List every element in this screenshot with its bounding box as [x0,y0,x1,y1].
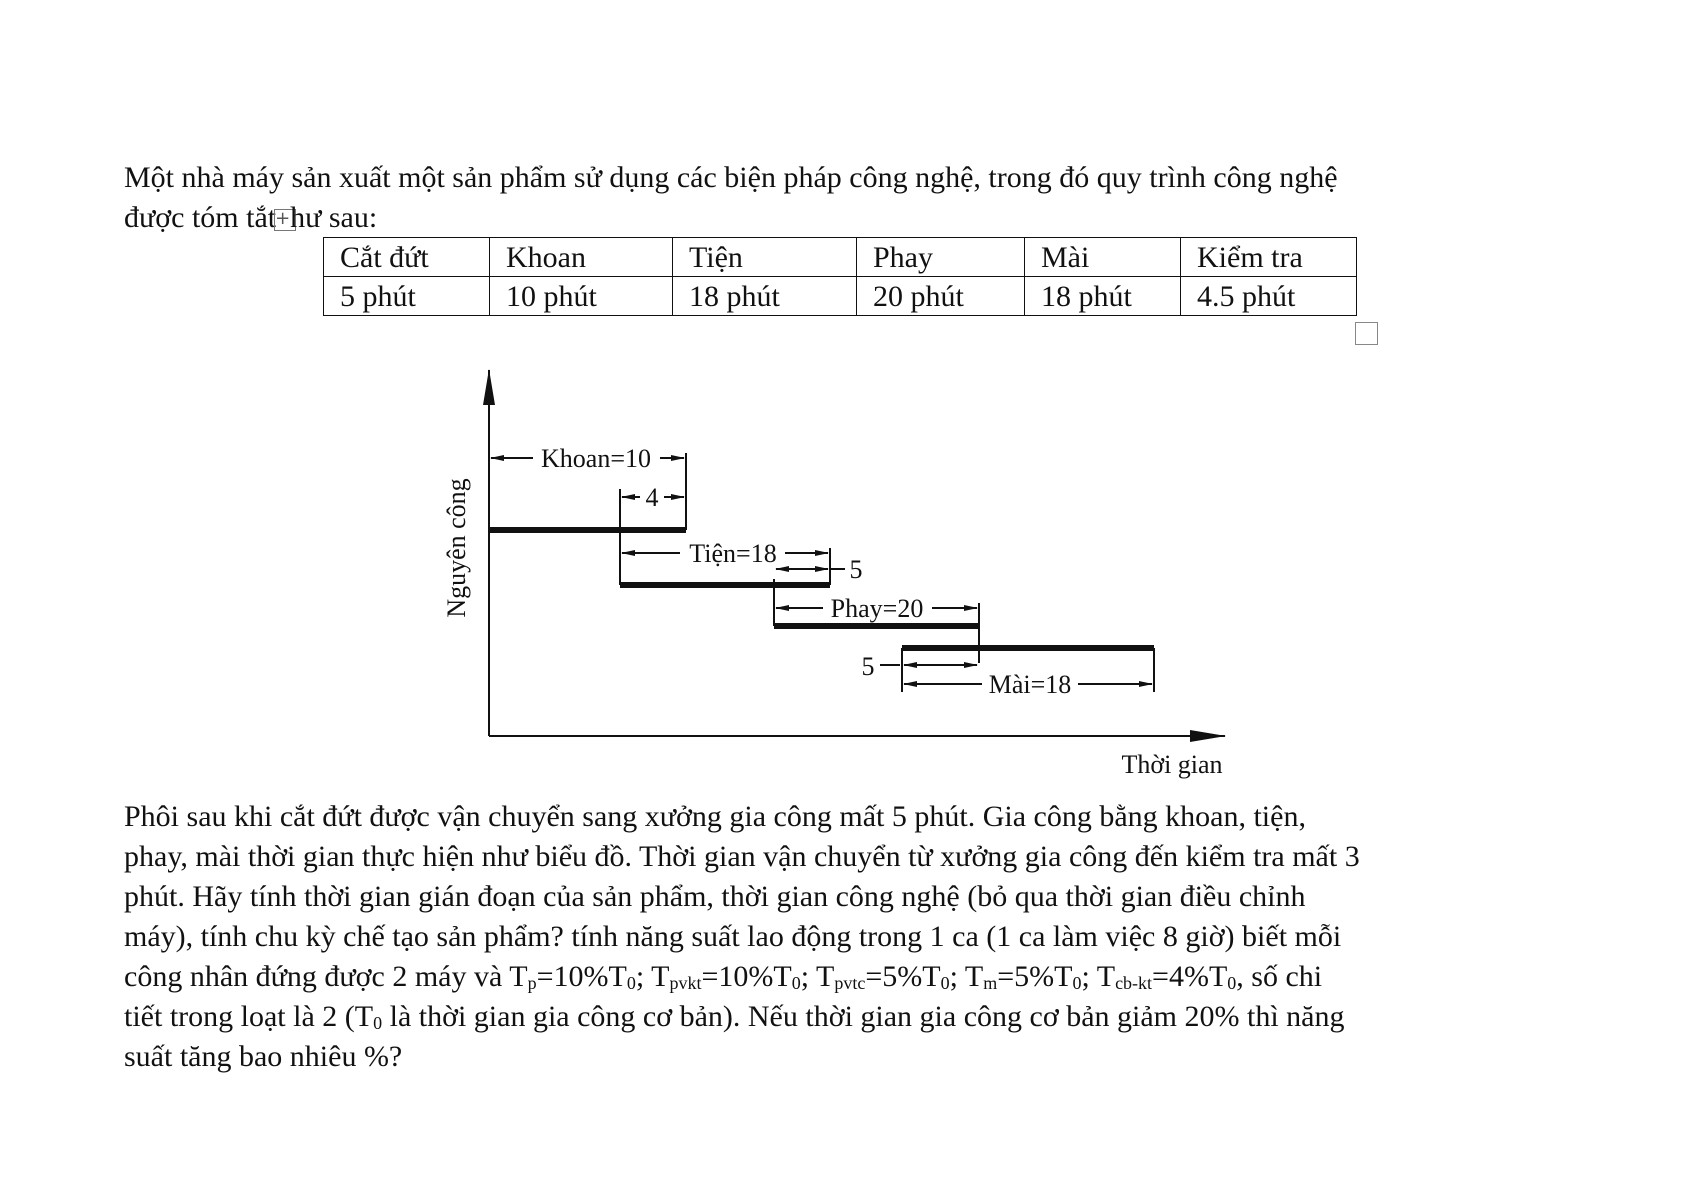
table-cell: 5 phút [324,277,490,316]
subscript: cb-kt [1115,973,1153,993]
table-cell: Khoan [490,238,673,277]
label-tien: Tiện=18 [689,539,777,568]
table-cell: 18 phút [1025,277,1181,316]
table-cell: Mài [1025,238,1181,277]
subscript: 0 [626,973,636,993]
extension-lines [620,453,1154,692]
text-run: tiết trong loạt là 2 (T [124,1000,374,1033]
subscript: pvkt [669,973,702,993]
question-line: Phôi sau khi cắt đứt được vận chuyển sang xưởng gia công mất 5 phút. Gia công bằng khoan, tiện, [124,800,1306,833]
subscript: m [983,973,998,993]
subscript: 0 [1227,973,1237,993]
label-mai-overlap: 5 [861,652,875,681]
question-line: phay, mài thời gian thực hiện như biểu đồ. Thời gian vận chuyển từ xưởng gia công đến kiểm tra mất 3 [124,840,1360,873]
y-axis-label: Nguyên công [442,478,471,618]
text-run: ; T [800,960,835,993]
intro-line-2a: được tóm tắt [124,201,277,234]
text-run: , số chi [1236,960,1323,993]
question-line: máy), tính chu kỳ chế tạo sản phẩm? tính năng suất lao động trong 1 ca (1 ca làm việc 8 giờ) biết mỗi [124,920,1342,953]
table-cell: Cắt đứt [324,238,490,277]
text-run: =10%T [701,960,792,993]
label-tien-overlap: 5 [849,555,863,584]
table-cell: 4.5 phút [1181,277,1357,316]
text-run: =10%T [536,960,627,993]
table-cell: Kiểm tra [1181,238,1357,277]
label-mai: Mài=18 [988,670,1072,699]
text-run: là thời gian gia công cơ bản). Nếu thời gian gia công cơ bản giảm 20% thì năng [382,1000,1345,1033]
intro-line-2b: hư sau: [290,201,378,234]
table-cell: 18 phút [673,277,857,316]
table-cell: Tiện [673,238,857,277]
text-run: công nhân đứng được 2 máy và T [124,960,528,993]
intro-line-1: Một nhà máy sản xuất một sản phẩm sử dụng các biện pháp công nghệ, trong đó quy trình công nghệ [124,161,1338,194]
question-line-6 [124,1000,1344,1033]
x-axis-label: Thời gian [1121,750,1223,779]
question-line-5 [124,960,1322,993]
text-run: =4%T [1152,960,1228,993]
text-run: =5%T [997,960,1073,993]
subscript: 0 [940,973,950,993]
question-line: phút. Hãy tính thời gian gián đoạn của sản phẩm, thời gian công nghệ (bỏ qua thời gian điều chỉnh [124,880,1306,913]
subscript: p [527,973,537,993]
subscript: 0 [791,973,801,993]
label-khoan-overlap: 4 [645,483,659,512]
label-khoan: Khoan=10 [541,444,651,473]
question-line: suất tăng bao nhiêu %? [124,1040,403,1073]
text-run: ; T [1081,960,1116,993]
subscript: pvtc [834,973,866,993]
text-run: =5%T [865,960,941,993]
question-paragraph [124,797,1554,1077]
label-phay: Phay=20 [830,594,924,623]
move-anchor-icon[interactable]: + [274,209,296,231]
subscript: 0 [373,1013,383,1033]
subscript: 0 [1072,973,1082,993]
text-run: ; T [635,960,670,993]
table-cell: 10 phút [490,277,673,316]
table-cell: Phay [857,238,1025,277]
table-cell: 20 phút [857,277,1025,316]
text-run: ; T [949,960,984,993]
